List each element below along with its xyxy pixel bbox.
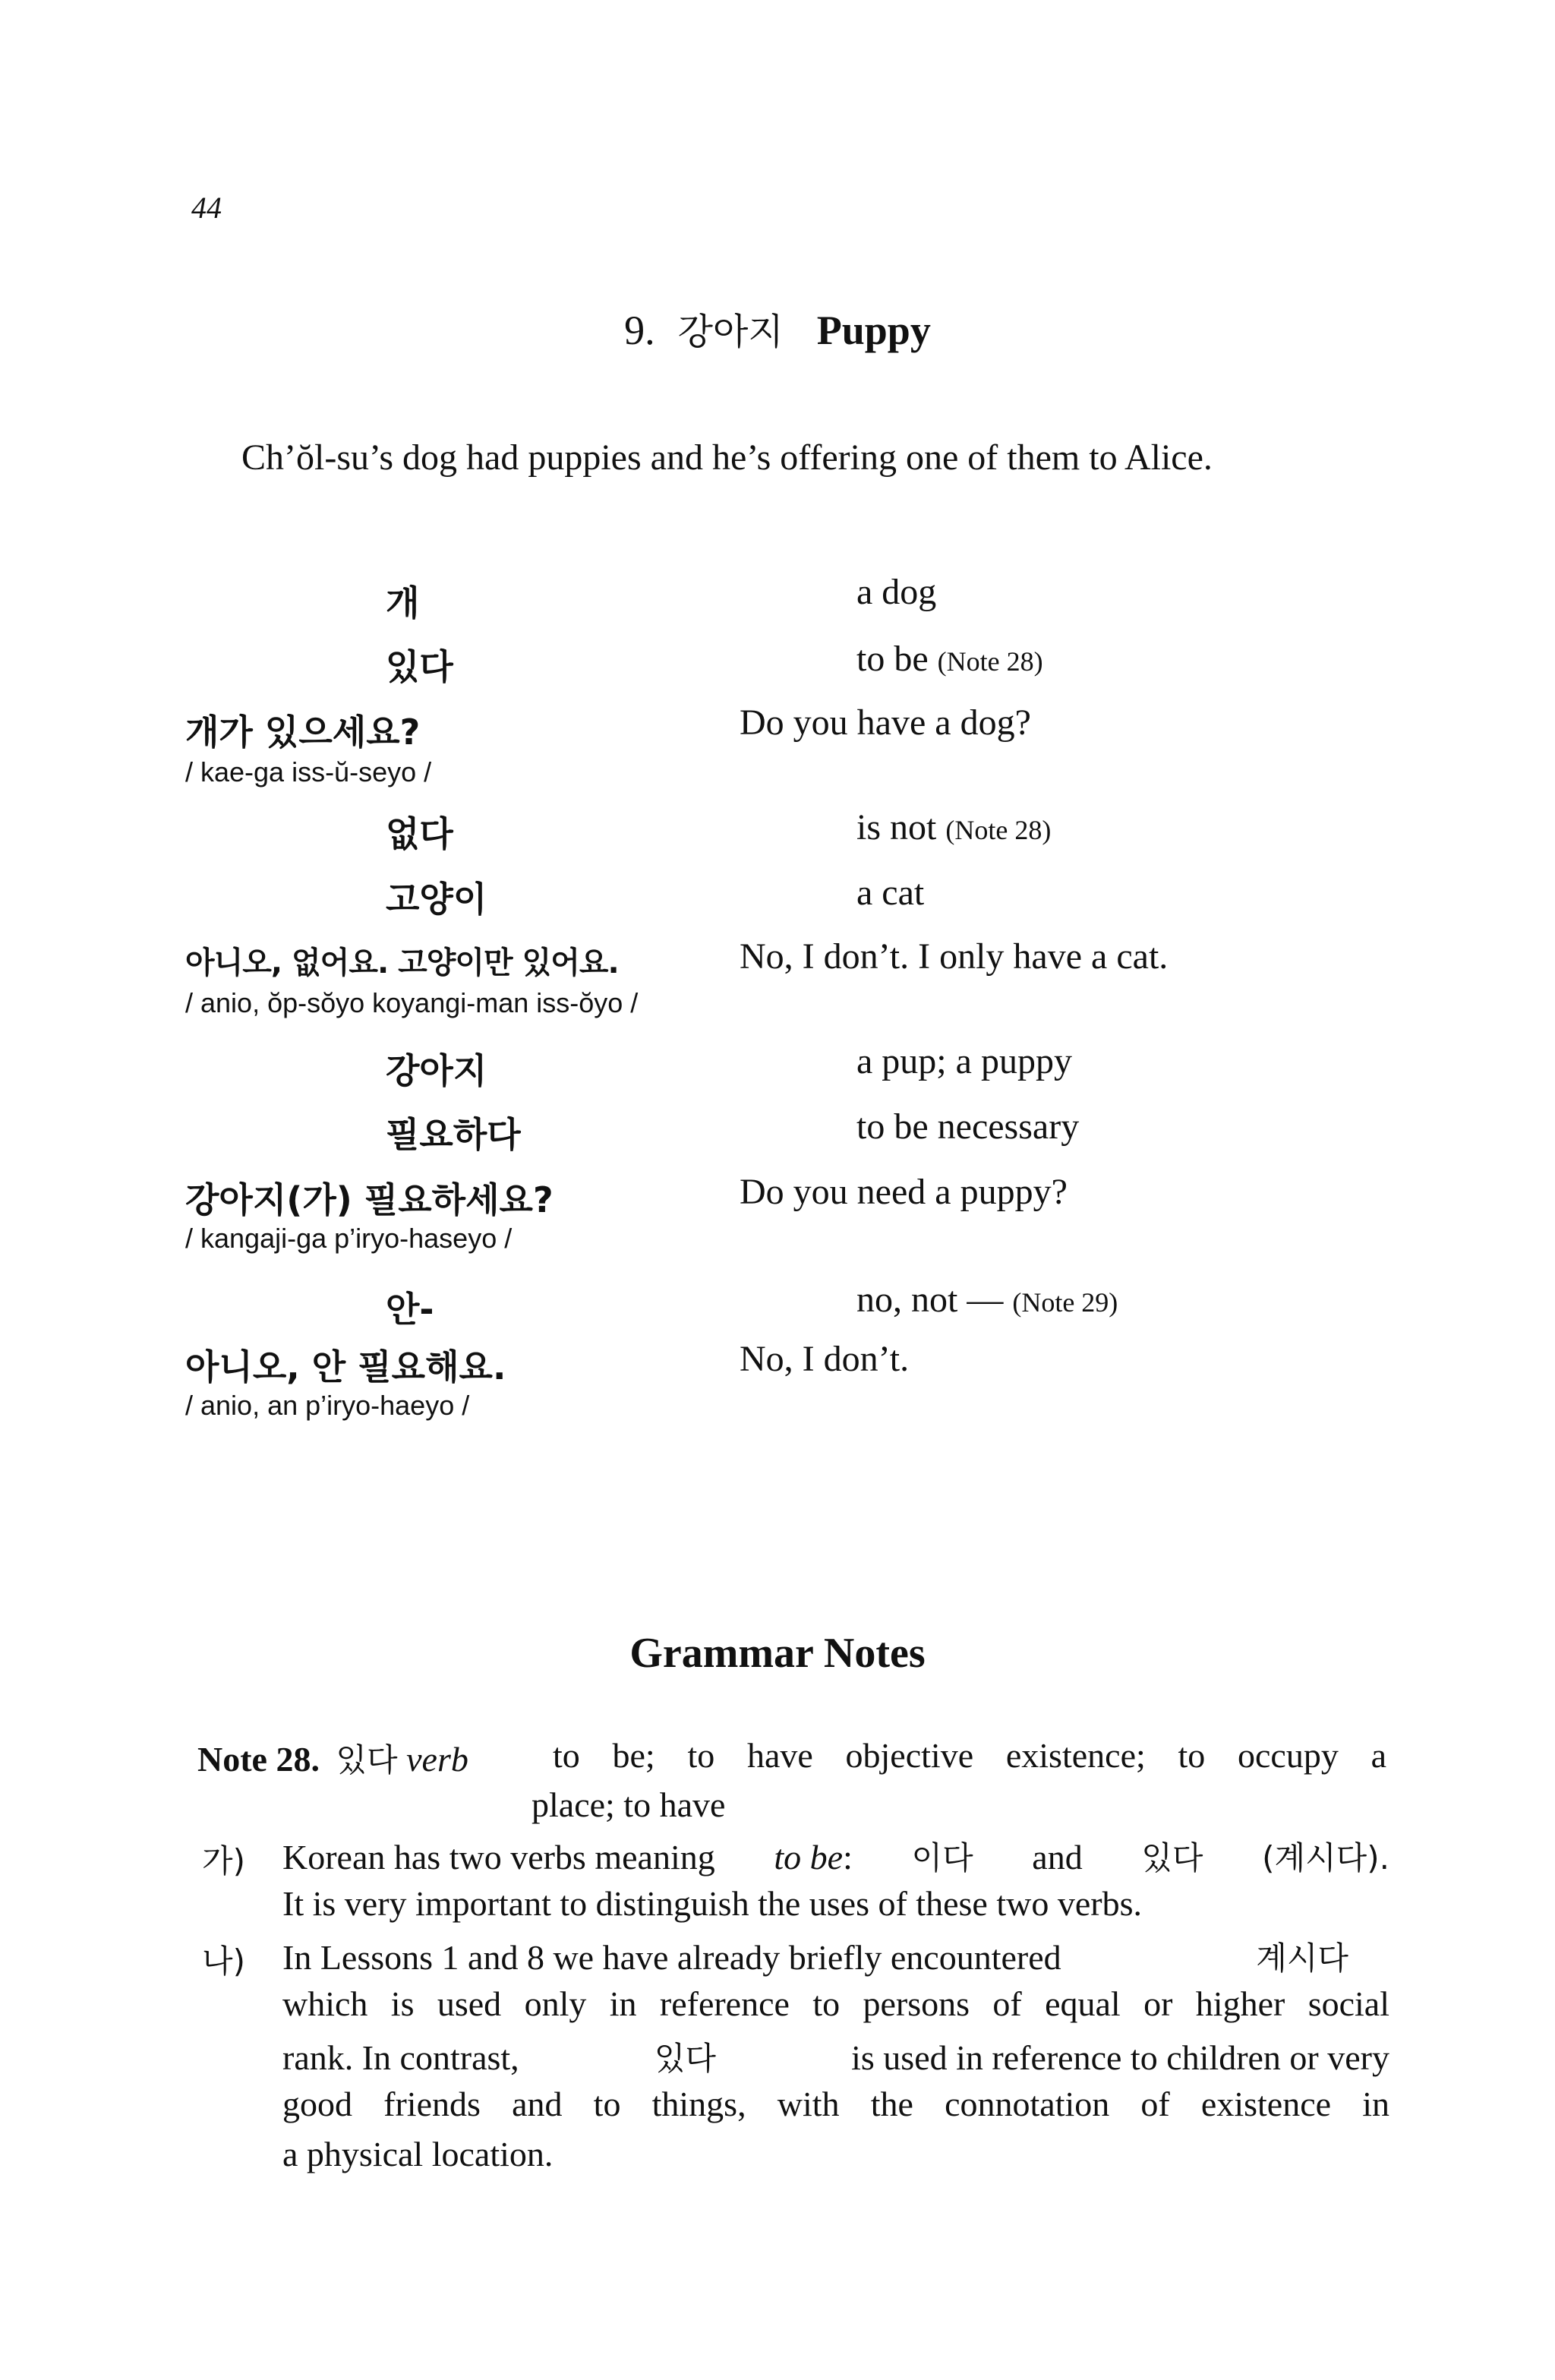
item-na-line-3: [282, 2034, 1389, 2079]
vocab-ko: 아니오, 없어요. 고양이만 있어요.: [185, 945, 619, 980]
vocab-ko: 강아지(가) 필요하세요?: [185, 1179, 554, 1220]
vocab-ko: 필요하다: [386, 1114, 521, 1155]
note-term-pos: verb: [406, 1740, 468, 1779]
item-ga-text: Korean has two verbs meaning: [282, 1838, 715, 1877]
note-reference: (Note 28): [937, 646, 1043, 677]
item-na-text: is used in reference to children or very: [851, 2038, 1389, 2077]
item-na-line-1: [282, 1933, 1348, 1979]
vocab-en-text: to be: [856, 639, 929, 679]
romanization: / kae-ga iss-ŭ-seyo /: [185, 756, 432, 788]
item-ga-line-1: [282, 1833, 1389, 1879]
vocab-en: Do you need a puppy?: [740, 1172, 1068, 1212]
vocab-en: [856, 638, 1043, 680]
lesson-title: [0, 302, 1555, 355]
item-na-line-2: which is used only in reference to persons of equal or higher social: [282, 1984, 1389, 2023]
vocab-en: a cat: [856, 873, 925, 913]
lesson-number: 9.: [624, 308, 655, 353]
vocab-en: to be necessary: [856, 1106, 1080, 1147]
vocab-en: [856, 806, 1051, 848]
vocab-en: No, I don’t. I only have a cat.: [740, 936, 1169, 977]
item-marker-na: 나): [202, 1943, 245, 1980]
item-marker-ga: 가): [202, 1842, 245, 1880]
vocab-en: a dog: [856, 572, 937, 612]
vocab-ko: 개가 있으세요?: [185, 712, 421, 753]
note-28-label: [197, 1735, 468, 1781]
vocab-ko: 개: [386, 582, 420, 623]
romanization: / anio, an p’iryo-haeyo /: [185, 1390, 470, 1421]
vocab-ko: 고양이: [386, 879, 487, 920]
item-ga-line-2: It is very important to distinguish the uses of these two verbs.: [282, 1884, 1142, 1923]
item-na-ko-gyesida: 계시다: [1256, 1940, 1348, 1977]
vocab-en-text: no, not —: [856, 1280, 1004, 1320]
item-na-line-5: a physical location.: [282, 2135, 554, 2173]
vocab-en: No, I don’t.: [740, 1339, 910, 1379]
item-ga-ko-itda: 있다: [1141, 1839, 1203, 1877]
vocab-ko: 없다: [386, 813, 453, 854]
item-ga-emph: to be: [774, 1838, 844, 1877]
vocab-en: Do you have a dog?: [740, 702, 1031, 743]
note-reference: (Note 29): [1012, 1287, 1118, 1318]
intro-text: Ch’ŏl-su’s dog had puppies and he’s offering one of them to Alice.: [241, 437, 1213, 478]
item-na-ko-itda: 있다: [654, 2040, 716, 2077]
item-ga-colon: :: [843, 1838, 853, 1877]
note-28-definition-cont: place; to have: [531, 1785, 726, 1824]
vocab-en: [856, 1279, 1118, 1321]
vocab-en: a pup; a puppy: [856, 1041, 1072, 1081]
item-ga-ko-gyesida: (계시다).: [1262, 1839, 1389, 1877]
item-ga-phrase: [774, 1837, 852, 1877]
item-ga-and: and: [1032, 1838, 1083, 1877]
item-na-text: rank. In contrast,: [282, 2038, 519, 2077]
note-reference: (Note 28): [945, 815, 1052, 845]
grammar-notes-title: Grammar Notes: [629, 1630, 926, 1677]
romanization: / kangaji-ga p’iryo-haseyo /: [185, 1223, 513, 1254]
note-label: Note 28.: [197, 1740, 320, 1779]
note-28-definition: to be; to have objective existence; to occupy a: [553, 1736, 1386, 1775]
vocab-ko: 강아지: [386, 1050, 487, 1091]
vocab-en-text: is not: [856, 807, 937, 848]
romanization: / anio, ŏp-sŏyo koyangi-man iss-ŏyo /: [185, 987, 639, 1018]
lesson-title-en: Puppy: [816, 308, 931, 353]
note-term-ko: 있다: [336, 1741, 398, 1779]
item-ga-ko-ida: 이다: [911, 1839, 973, 1877]
page-number: 44: [191, 191, 222, 225]
vocab-ko: 안-: [386, 1289, 434, 1330]
vocab-ko: 있다: [386, 646, 453, 687]
item-na-text: In Lessons 1 and 8 we have already briefly encountered: [282, 1938, 1061, 1977]
lesson-title-ko: 강아지: [677, 311, 784, 353]
item-na-line-4: good friends and to things, with the connotation of existence in: [282, 2085, 1389, 2123]
vocab-ko: 아니오, 안 필요해요.: [185, 1346, 506, 1387]
